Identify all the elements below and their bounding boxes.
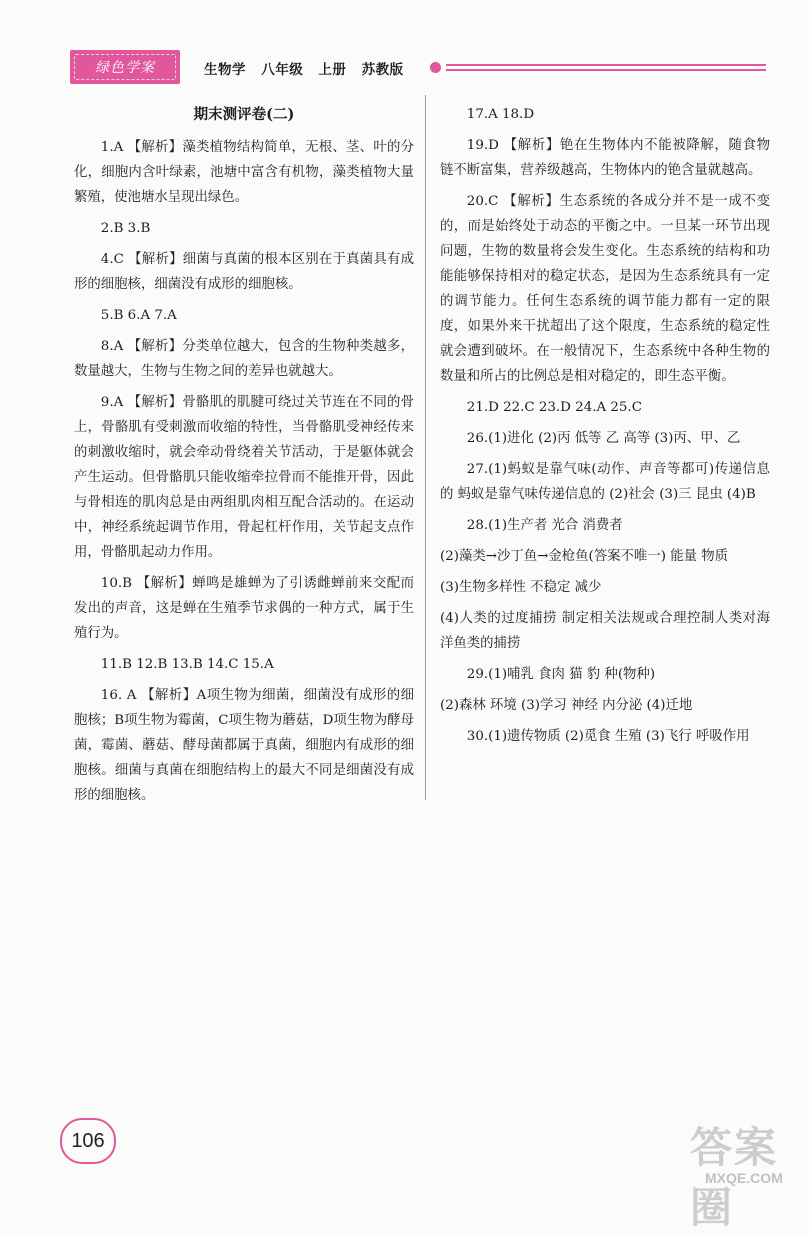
answer-paragraph: 29.(1)哺乳 食肉 猫 豹 种(物种)	[466, 667, 656, 682]
answer-paragraph: 27.(1)蚂蚁是靠气味(动作、声音等都可)传递信息的 蚂蚁是靠气味传递信息的 (2)社会 (3)三 昆虫 (4)B	[440, 462, 770, 502]
header-rule-top	[446, 64, 766, 66]
answer-paragraph: 11.B 12.B 13.B 14.C 15.A	[100, 657, 274, 672]
answer-paragraph: 20.C 【解析】生态系统的各成分并不是一成不变的，而是始终处于动态的平衡之中。一旦某一环节出现问题，生物的数量将会发生变化。生态系统的结构和功能能够保持相对的稳定状态，是因为生态系统具有一定的调节能力。任何生态系统的调节能力都有一定的限度，如果外来干扰超出了这个限度，生态系统的稳定性就会遭到破坏。在一般情况下，生态系统中各种生物的数量和所占的比例总是相对稳定的，即生态平衡。	[440, 194, 770, 384]
left-column	[74, 102, 414, 814]
column-divider	[425, 95, 426, 800]
answer-paragraph: 19.D 【解析】铯在生物体内不能被降解，随食物链不断富集，营养级越高，生物体内的铯含量就越高。	[440, 138, 770, 178]
answer-paragraph: 9.A 【解析】骨骼肌的肌腱可绕过关节连在不同的骨上，骨骼肌有受刺激而收缩的特性，当骨骼肌受神经传来的刺激收缩时，就会牵动骨绕着关节活动，于是躯体就会产生运动。但骨骼肌只能收缩牵拉骨而不能推开骨，因此与骨相连的肌肉总是由两组肌肉相互配合活动的。在运动中，神经系统起调节作用，骨起杠杆作用，关节起支点作用，骨骼肌起动力作用。	[74, 395, 414, 560]
answer-paragraph: 1.A 【解析】藻类植物结构简单，无根、茎、叶的分化，细胞内含叶绿素，池塘中富含有机物，藻类植物大量繁殖，使池塘水呈现出绿色。	[74, 140, 414, 205]
page-number-badge: 106	[60, 1118, 116, 1164]
watermark-logo: 答案圈	[690, 1124, 779, 1231]
header-subject-line: 生物学 八年级 上册 苏教版	[204, 62, 404, 78]
answer-paragraph: 21.D 22.C 23.D 24.A 25.C	[466, 400, 642, 415]
header-series-tag: 绿色学案	[70, 50, 180, 84]
answer-paragraph: 30.(1)遗传物质 (2)觅食 生殖 (3)飞行 呼吸作用	[466, 729, 750, 744]
answer-paragraph: 17.A 18.D	[466, 107, 535, 122]
page-title: 期末测评卷(二)	[193, 106, 295, 123]
answer-paragraph: (3)生物多样性 不稳定 减少	[440, 580, 602, 595]
answer-paragraph: 2.B 3.B	[100, 221, 151, 236]
answer-paragraph: 28.(1)生产者 光合 消费者	[466, 518, 623, 533]
answer-paragraph: (2)藻类→沙丁鱼→金枪鱼(答案不唯一) 能量 物质	[440, 549, 729, 564]
watermark-url: MXQE.COM	[705, 1170, 783, 1186]
answer-paragraph: 10.B 【解析】蝉鸣是雄蝉为了引诱雌蝉前来交配而发出的声音，这是蝉在生殖季节求偶的一种方式，属于生殖行为。	[74, 576, 414, 641]
answer-paragraph: 16. A 【解析】A项生物为细菌，细菌没有成形的细胞核；B项生物为霉菌，C项生物为蘑菇，D项生物为酵母菌，霉菌、蘑菇、酵母菌都属于真菌，细胞内有成形的细胞核。细菌与真菌在细胞结构上的最大不同是细菌没有成形的细胞核。	[74, 688, 414, 803]
header-accent-dot	[430, 62, 441, 73]
answer-paragraph: (4)人类的过度捕捞 制定相关法规或合理控制人类对海洋鱼类的捕捞	[440, 611, 770, 651]
answer-paragraph: 5.B 6.A 7.A	[100, 308, 177, 323]
answer-paragraph: (2)森林 环境 (3)学习 神经 内分泌 (4)迁地	[440, 698, 693, 713]
header-rule-bottom	[446, 69, 766, 71]
right-column	[440, 102, 770, 755]
answer-paragraph: 26.(1)进化 (2)丙 低等 乙 高等 (3)丙、甲、乙	[466, 431, 741, 446]
answer-paragraph: 8.A 【解析】分类单位越大，包含的生物种类越多，数量越大，生物与生物之间的差异也就越大。	[74, 339, 414, 379]
answer-paragraph: 4.C 【解析】细菌与真菌的根本区别在于真菌具有成形的细胞核，细菌没有成形的细胞核。	[74, 252, 414, 292]
